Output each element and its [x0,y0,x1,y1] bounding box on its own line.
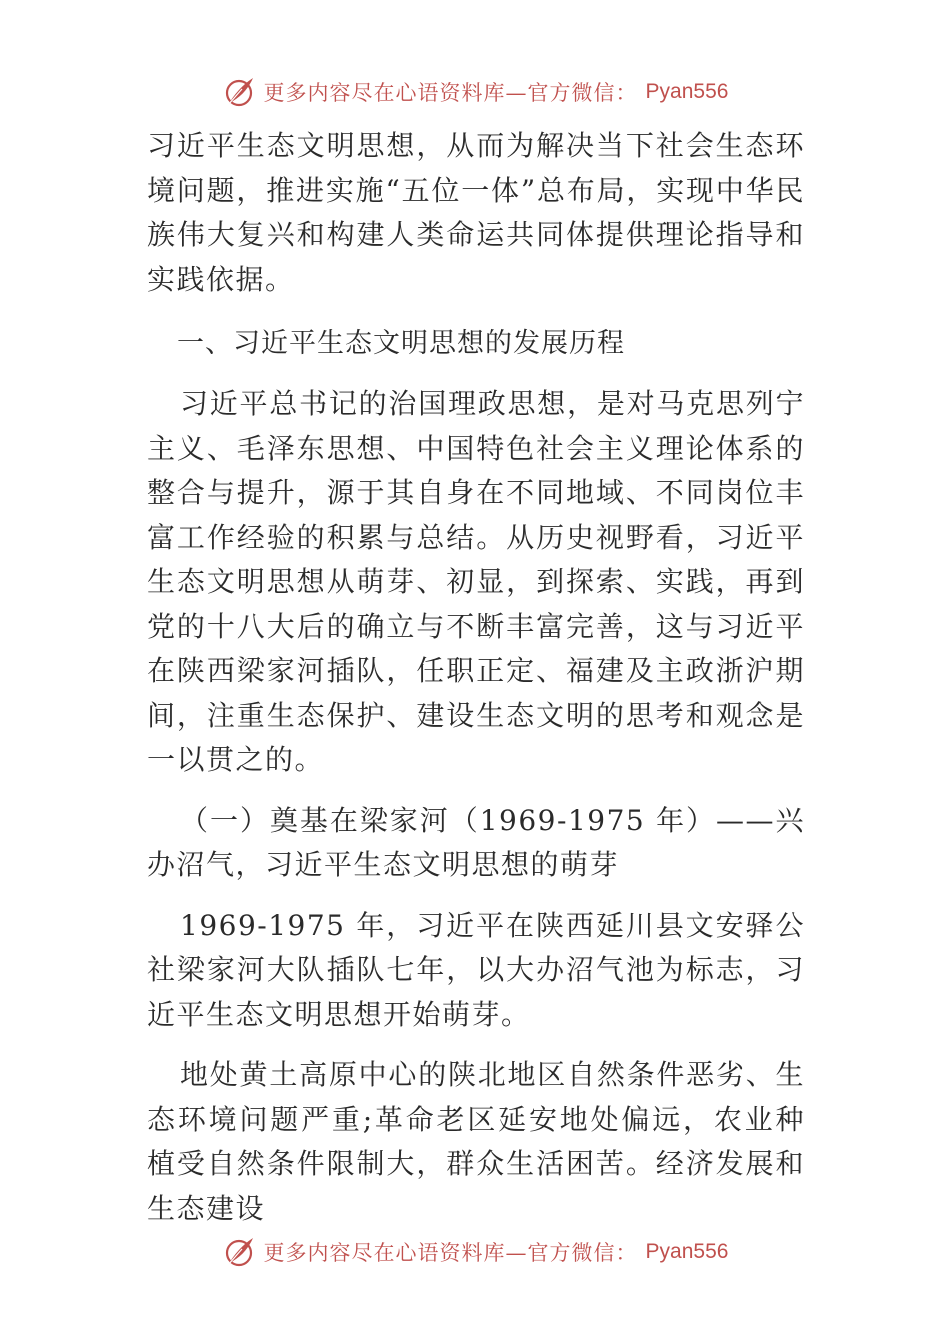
header-banner-wechat-id: Pyan556 [645,80,729,103]
body-paragraph: 1969-1975 年，习近平在陕西延川县文安驿公社梁家河大队插队七年，以大办沼气池为标志，习近平生态文明思想开始萌芽。 [147,908,805,1031]
section-heading: 一、习近平生态文明思想的发展历程 [177,328,625,359]
footer-banner [0,1232,950,1272]
header-banner [0,72,950,112]
footer-banner-text: 更多内容尽在心语资料库—官方微信： [263,1241,638,1265]
header-banner-text: 更多内容尽在心语资料库—官方微信： [263,81,638,105]
body-paragraph: 习近平生态文明思想，从而为解决当下社会生态环境问题，推进实施“五位一体”总布局，实现中华民族伟大复兴和构建人类命运共同体提供理论指导和实践依据。 [147,129,805,296]
quill-feather-logo-icon [222,1235,256,1269]
footer-banner-wechat-id: Pyan556 [645,1240,729,1263]
document-body [147,124,805,1231]
body-paragraph: 地处黄土高原中心的陕北地区自然条件恶劣、生态环境问题严重;革命老区延安地处偏远，农业种植受自然条件限制大，群众生活困苦。经济发展和生态建设 [147,1058,805,1225]
body-paragraph: 习近平总书记的治国理政思想，是对马克思列宁主义、毛泽东思想、中国特色社会主义理论体系的整合与提升，源于其自身在不同地域、不同岗位丰富工作经验的积累与总结。从历史视野看，习近平生态文明思想从萌芽、初显，到探索、实践，再到党的十八大后的确立与不断丰富完善，这与习近平在陕西梁家河插队，任职正定、福建及主政浙沪期间，注重生态保护、建设生态文明的思考和观念是一以贯之的。 [147,387,805,776]
quill-feather-logo-icon [222,75,256,109]
subsection-heading: （一）奠基在梁家河（1969-1975 年）——兴办沼气，习近平生态文明思想的萌芽 [147,803,805,881]
